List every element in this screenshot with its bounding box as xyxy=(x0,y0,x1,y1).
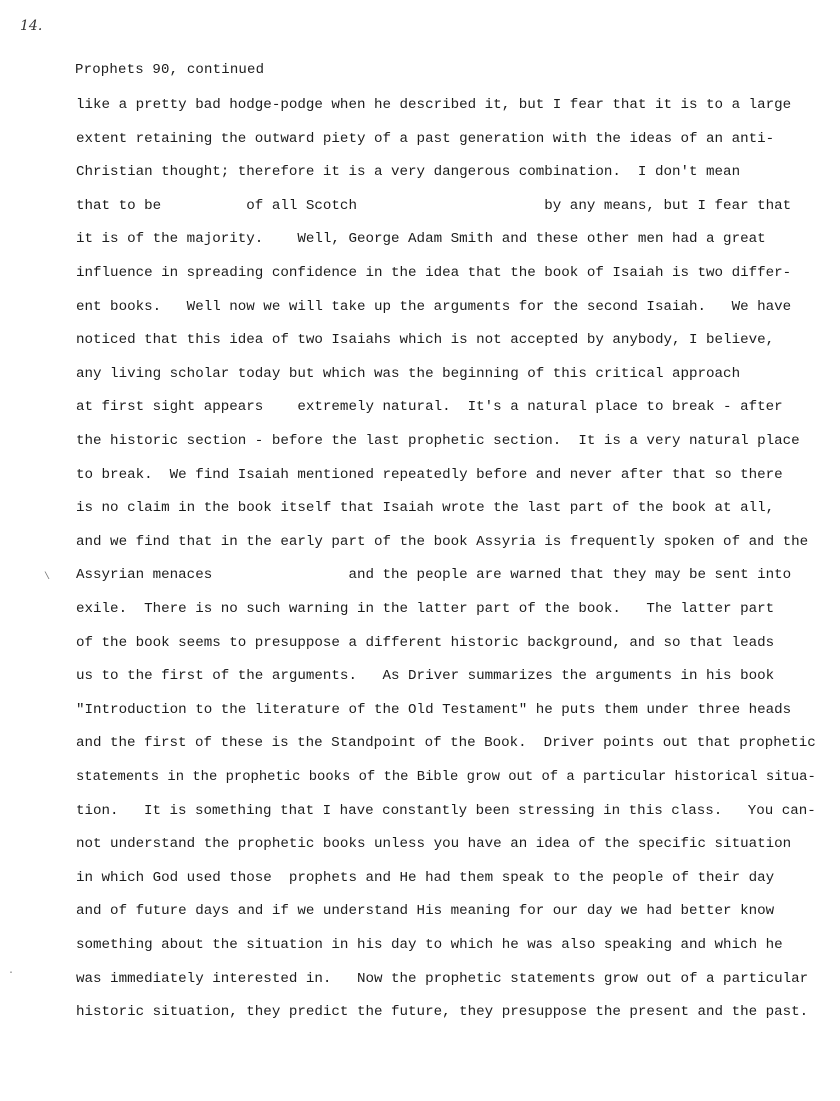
text-line: statements in the prophetic books of the Bible grow out of a particular historical situa- xyxy=(76,769,816,785)
text-line: influence in spreading confidence in the idea that the book of Isaiah is two differ- xyxy=(76,265,792,281)
text-line: and of future days and if we understand His meaning for our day we had better know xyxy=(76,903,775,920)
text-line: in which God used those prophets and He had them speak to the people of their day xyxy=(76,869,775,886)
text-line: like a pretty bad hodge-podge when he described it, but I fear that it is to a large xyxy=(76,97,792,113)
text-line: extent retaining the outward piety of a past generation with the ideas of an anti- xyxy=(76,130,775,147)
text-line: was immediately interested in. Now the prophetic statements grow out of a particular xyxy=(76,970,809,987)
text-line: ent books. Well now we will take up the arguments for the second Isaiah. We have xyxy=(76,298,792,315)
text-line: at first sight appears extremely natural. It's a natural place to break - after xyxy=(76,399,783,416)
text-line: historic situation, they predict the future, they presuppose the present and the past. xyxy=(76,1004,809,1021)
text-line: Assyrian menaces and the people are warned that they may be sent into xyxy=(76,567,792,584)
text-line: it is of the majority. Well, George Adam Smith and these other men had a great xyxy=(76,231,766,248)
text-line: that to be of all Scotch by any means, but I fear that xyxy=(76,197,792,214)
page-number: 14. xyxy=(20,18,43,34)
text-line: us to the first of the arguments. As Driver summarizes the arguments in his book xyxy=(76,668,775,685)
text-line: Christian thought; therefore it is a very dangerous combination. I don't mean xyxy=(76,164,741,181)
text-line: not understand the prophetic books unless you have an idea of the specific situation xyxy=(76,836,792,853)
margin-mark: · xyxy=(8,968,15,979)
text-line: to break. We find Isaiah mentioned repeatedly before and never after that so there xyxy=(76,466,783,483)
text-line: the historic section - before the last prophetic section. It is a very natural place xyxy=(76,433,800,449)
text-line: of the book seems to presuppose a different historic background, and so that leads xyxy=(76,634,775,651)
document-header: Prophets 90, continued xyxy=(75,62,265,78)
text-line: exile. There is no such warning in the latter part of the book. The latter part xyxy=(76,601,775,617)
text-line: something about the situation in his day to which he was also speaking and which he xyxy=(76,937,783,953)
text-line: any living scholar today but which was the beginning of this critical approach xyxy=(76,365,741,382)
text-line: and we find that in the early part of the book Assyria is frequently spoken of and the xyxy=(76,533,809,550)
text-line: tion. It is something that I have constantly been stressing in this class. You can- xyxy=(76,802,816,819)
text-line: "Introduction to the literature of the Old Testament" he puts them under three heads xyxy=(76,701,792,718)
text-line: and the first of these is the Standpoint of the Book. Driver points out that prophetic xyxy=(76,735,816,752)
text-line: noticed that this idea of two Isaiahs which is not accepted by anybody, I believe, xyxy=(76,332,775,349)
text-line: is no claim in the book itself that Isaiah wrote the last part of the book at all, xyxy=(76,500,775,517)
margin-mark: \ xyxy=(44,572,51,583)
